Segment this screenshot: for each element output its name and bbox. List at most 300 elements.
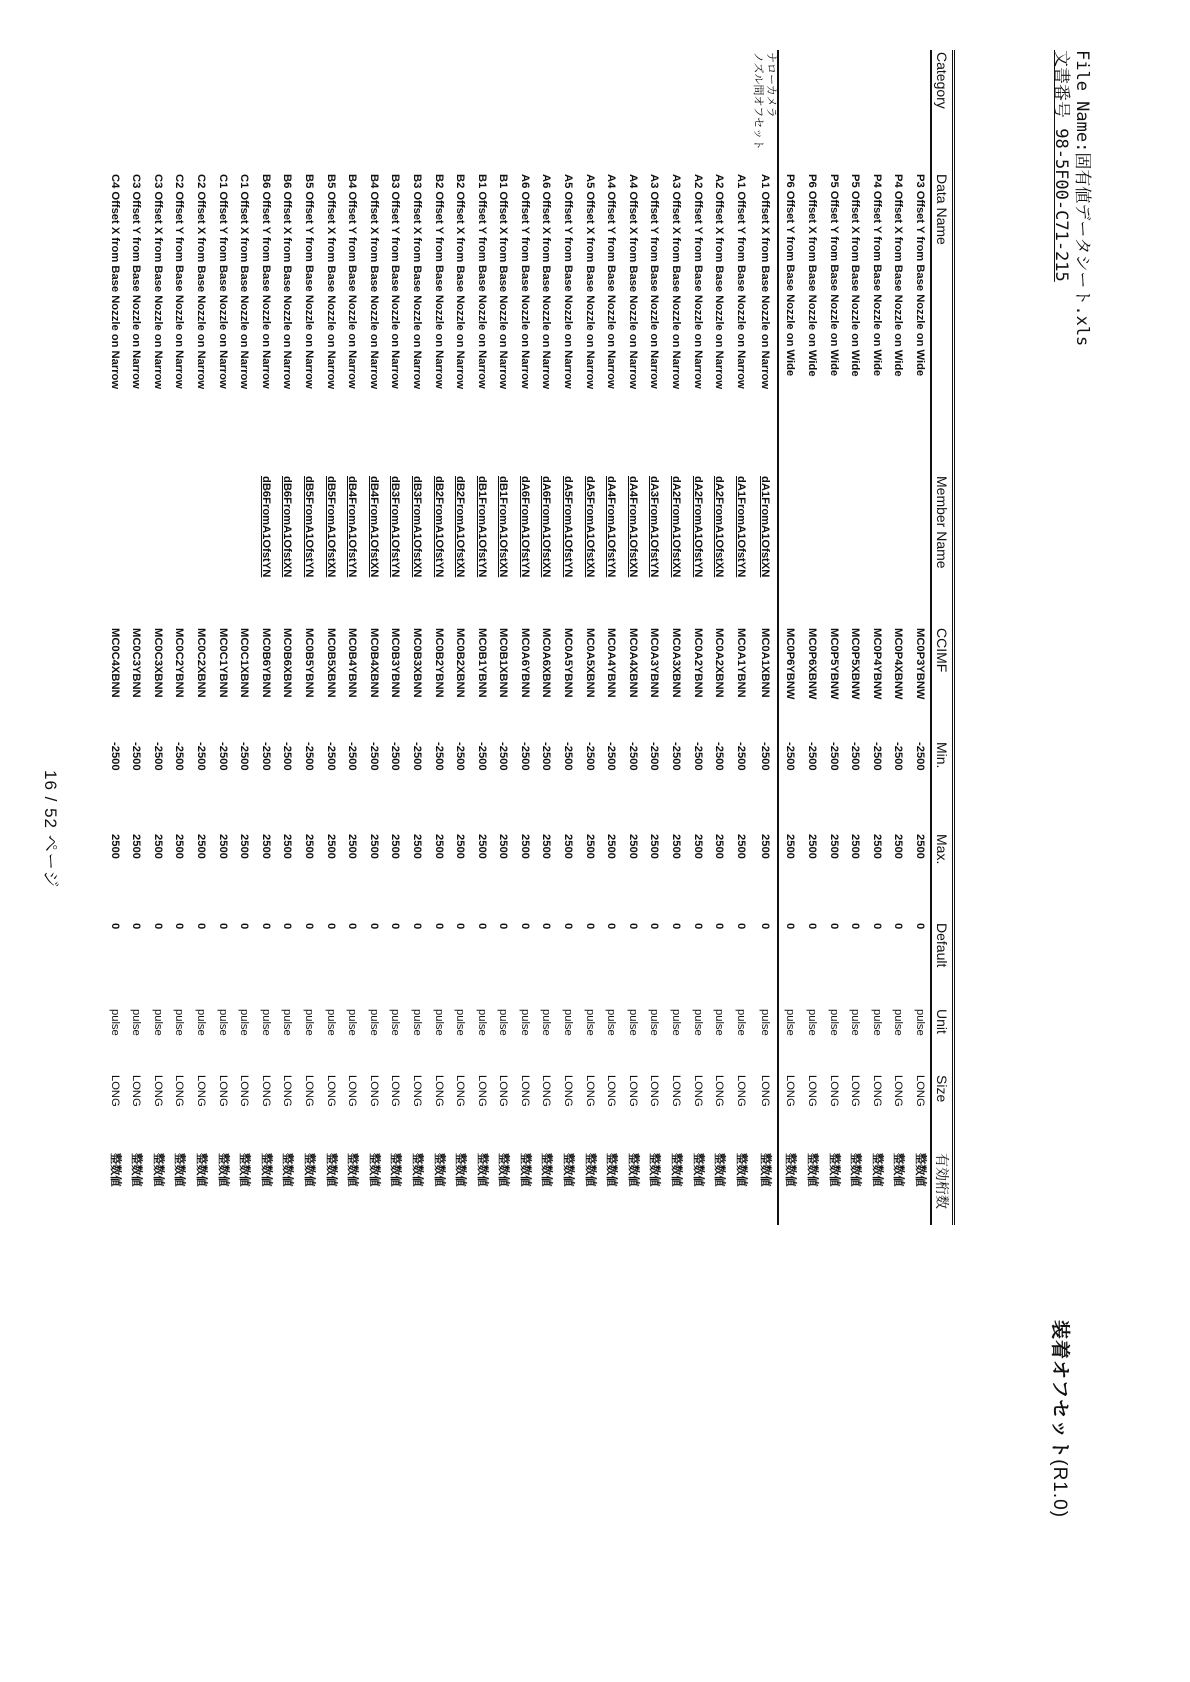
category-cell [908, 50, 931, 172]
category-cell [103, 50, 125, 172]
member-name-cell: dB4FromA1OfstYN [346, 476, 359, 578]
min-cell: -2500 [454, 742, 467, 771]
category-cell [578, 50, 600, 172]
ccimf-cell: MC0A1YBNN [734, 628, 747, 698]
size-cell: LONG [389, 1075, 402, 1107]
effective-digits-cell: 整数値 [870, 1153, 883, 1187]
table-row [535, 50, 557, 1225]
ccimf-cell: MC0C3XBNN [151, 628, 164, 698]
table-row [887, 50, 909, 1225]
min-cell: -2500 [259, 742, 272, 771]
rotated-sheet [10, 30, 1110, 1630]
member-name-cell: dA2FromA1OfstYN [691, 476, 704, 578]
size-cell: LONG [562, 1075, 575, 1107]
member-name-cell [778, 474, 801, 626]
member-name-cell [887, 474, 909, 626]
category-cell [557, 50, 579, 172]
effective-digits-cell: 整数値 [583, 1153, 596, 1187]
max-cell: 2500 [259, 834, 272, 859]
doc-number-line: 文書番号 98-5F00-C71-215 [1051, 50, 1071, 282]
effective-digits-cell: 整数値 [562, 1153, 575, 1187]
category-cell [844, 50, 866, 172]
max-cell: 2500 [281, 834, 294, 859]
min-cell: -2500 [173, 742, 186, 771]
effective-digits-cell: 整数値 [626, 1153, 639, 1187]
default-cell: 0 [216, 923, 229, 930]
table-row [578, 50, 600, 1225]
data-name-cell: B5 Offset Y from Base Nozzle on Narrow [302, 174, 315, 389]
max-cell: 2500 [518, 834, 531, 859]
max-cell: 2500 [108, 834, 121, 859]
max-cell: 2500 [410, 834, 423, 859]
ccimf-cell: MC0A1XBNN [751, 626, 778, 740]
data-name-cell: B4 Offset Y from Base Nozzle on Narrow [346, 174, 359, 389]
data-name-cell: A6 Offset Y from Base Nozzle on Narrow [518, 174, 531, 389]
unit-cell: pulse [195, 1009, 207, 1036]
member-name-cell: dA4FromA1OfstXN [626, 476, 639, 578]
effective-digits-cell: 整数値 [367, 1153, 380, 1187]
member-name-cell: dB6FromA1OfstYN [259, 476, 272, 578]
max-cell: 2500 [670, 834, 683, 859]
col-header-min: Min. [931, 740, 954, 832]
member-name-cell: dA3FromA1OfstYN [648, 476, 661, 578]
data-name-cell: B3 Offset Y from Base Nozzle on Narrow [389, 174, 402, 389]
max-cell: 2500 [751, 832, 778, 921]
category-cell [729, 50, 751, 172]
default-cell: 0 [238, 923, 251, 930]
category-cell [297, 50, 319, 172]
category-cell [211, 50, 233, 172]
unit-cell: pulse [367, 1009, 380, 1036]
max-cell: 2500 [605, 834, 618, 859]
max-cell: 2500 [648, 834, 661, 859]
file-header [1050, 50, 1092, 346]
unit-cell: pulse [475, 1009, 488, 1036]
data-name-cell: C2 Offset X from Base Nozzle on Narrow [195, 174, 207, 390]
unit-cell: pulse [389, 1009, 402, 1036]
member-name-cell: dB6FromA1OfstXN [281, 476, 294, 578]
ccimf-cell: MC0B2YBNN [432, 628, 445, 698]
size-cell: LONG [346, 1075, 359, 1107]
max-cell: 2500 [173, 834, 186, 859]
effective-digits-cell: 整数値 [173, 1153, 186, 1187]
data-name-cell: C3 Offset Y from Base Nozzle on Narrow [130, 174, 143, 389]
default-cell: 0 [870, 923, 883, 930]
min-cell: -2500 [432, 742, 445, 771]
category-cell [822, 50, 844, 172]
unit-cell: pulse [324, 1009, 337, 1036]
data-name-cell: C2 Offset Y from Base Nozzle on Narrow [173, 174, 186, 389]
effective-digits-cell: 整数値 [605, 1153, 618, 1187]
size-cell: LONG [151, 1075, 164, 1107]
size-cell: LONG [454, 1075, 467, 1107]
category-cell [405, 50, 427, 172]
default-cell: 0 [259, 923, 272, 930]
ccimf-cell: MC0C1YBNN [216, 628, 229, 698]
ccimf-cell: MC0P6YBNW [784, 628, 797, 700]
col-header-effective-digits: 有効桁数 [931, 1151, 954, 1225]
col-header-member-name: Member Name [931, 474, 954, 626]
effective-digits-cell: 整数値 [784, 1153, 797, 1187]
default-cell: 0 [454, 923, 467, 930]
default-cell: 0 [540, 923, 553, 930]
max-cell: 2500 [540, 834, 553, 859]
default-cell: 0 [734, 923, 747, 930]
size-cell: LONG [216, 1075, 229, 1107]
ccimf-cell: MC0C1XBNN [238, 628, 251, 698]
ccimf-cell: MC0A2YBNN [691, 628, 704, 698]
member-name-cell [844, 474, 866, 626]
ccimf-cell: MC0A4YBNN [605, 628, 618, 698]
category-cell [276, 50, 298, 172]
member-name-cell: dA6FromA1OfstYN [518, 476, 531, 578]
category-cell [535, 50, 557, 172]
table-row [233, 50, 255, 1225]
data-name-cell: B1 Offset Y from Base Nozzle on Narrow [475, 174, 488, 389]
default-cell: 0 [518, 923, 531, 930]
size-cell: LONG [849, 1075, 862, 1107]
unit-cell: pulse [734, 1009, 747, 1036]
default-cell: 0 [626, 923, 639, 930]
unit-cell: pulse [751, 1007, 778, 1073]
default-cell: 0 [648, 923, 661, 930]
ccimf-cell: MC0B3YBNN [389, 628, 402, 698]
member-name-cell [168, 474, 190, 626]
table-body [103, 50, 953, 1225]
table-row [449, 50, 471, 1225]
table-row [427, 50, 449, 1225]
table-row [822, 50, 844, 1225]
data-name-cell: A3 Offset X from Base Nozzle on Narrow [670, 174, 683, 390]
min-cell: -2500 [870, 742, 883, 771]
max-cell: 2500 [216, 834, 229, 859]
size-cell: LONG [281, 1075, 294, 1107]
table-row [189, 50, 211, 1225]
category-cell [800, 50, 822, 172]
max-cell: 2500 [849, 834, 862, 859]
min-cell: -2500 [324, 742, 337, 771]
unit-cell: pulse [281, 1009, 294, 1036]
category-cell [254, 50, 276, 172]
size-cell: LONG [540, 1075, 553, 1107]
member-name-cell [103, 474, 125, 626]
table-row [751, 50, 778, 1225]
min-cell: -2500 [475, 742, 488, 771]
unit-cell: pulse [259, 1009, 272, 1036]
section-title [1048, 1320, 1075, 1518]
table-row [211, 50, 233, 1225]
size-cell: LONG [302, 1075, 315, 1107]
effective-digits-cell: 整数値 [497, 1153, 510, 1187]
table-row [492, 50, 514, 1225]
member-name-cell [189, 474, 211, 626]
data-name-cell: A5 Offset X from Base Nozzle on Narrow [583, 174, 596, 390]
effective-digits-cell: 整数値 [670, 1153, 683, 1187]
default-cell: 0 [281, 923, 294, 930]
data-name-cell: B1 Offset X from Base Nozzle on Narrow [497, 174, 510, 390]
member-name-cell: dB2FromA1OfstXN [454, 476, 467, 578]
effective-digits-cell: 整数値 [806, 1153, 819, 1187]
category-cell [341, 50, 363, 172]
effective-digits-cell: 整数値 [518, 1153, 531, 1187]
table-row [297, 50, 319, 1225]
member-name-cell: dA2FromA1OfstXN [670, 476, 683, 578]
member-name-cell: dB4FromA1OfstXN [367, 476, 380, 578]
default-cell: 0 [151, 923, 164, 930]
unit-cell: pulse [870, 1009, 883, 1036]
unit-cell: pulse [432, 1009, 445, 1036]
ccimf-cell: MC0B1XBNN [497, 628, 510, 698]
max-cell: 2500 [892, 834, 905, 859]
member-name-cell: dB5FromA1OfstXN [324, 476, 337, 578]
size-cell: LONG [583, 1075, 596, 1107]
ccimf-cell: MC0B3XBNN [410, 628, 423, 698]
max-cell: 2500 [389, 834, 402, 859]
max-cell: 2500 [475, 834, 488, 859]
category-cell [686, 50, 708, 172]
data-name-cell: B6 Offset X from Base Nozzle on Narrow [281, 174, 294, 390]
section-title-text: 装着オフセット [1049, 1320, 1070, 1460]
table-row [844, 50, 866, 1225]
max-cell: 2500 [691, 834, 704, 859]
unit-cell: pulse [713, 1009, 726, 1036]
ccimf-cell: MC0B6XBNN [281, 628, 294, 698]
data-name-cell: B2 Offset X from Base Nozzle on Narrow [454, 174, 467, 390]
min-cell: -2500 [497, 742, 510, 771]
table-row [319, 50, 341, 1225]
size-cell: LONG [324, 1075, 337, 1107]
default-cell: 0 [784, 923, 797, 930]
data-name-cell: P4 Offset Y from Base Nozzle on Wide [870, 174, 883, 377]
max-cell: 2500 [238, 834, 251, 859]
category-narrow-camera: ナローカメラ [764, 52, 777, 118]
ccimf-cell: MC0B6YBNN [259, 628, 272, 698]
ccimf-cell: MC0P4XBNW [892, 628, 905, 700]
min-cell: -2500 [367, 742, 380, 771]
default-cell: 0 [605, 923, 618, 930]
table-row [341, 50, 363, 1225]
table-row [621, 50, 643, 1225]
size-cell: LONG [691, 1075, 704, 1107]
category-cell [125, 50, 147, 172]
table-header-row [931, 50, 954, 1225]
effective-digits-cell: 整数値 [346, 1153, 359, 1187]
unit-cell: pulse [648, 1009, 661, 1036]
member-name-cell [800, 474, 822, 626]
table-row [557, 50, 579, 1225]
unit-cell: pulse [108, 1009, 121, 1036]
default-cell: 0 [324, 923, 337, 930]
effective-digits-cell: 整数値 [540, 1153, 553, 1187]
data-name-cell: P5 Offset X from Base Nozzle on Wide [849, 174, 862, 377]
max-cell: 2500 [583, 834, 596, 859]
category-cell [492, 50, 514, 172]
effective-digits-cell: 整数値 [302, 1153, 315, 1187]
ccimf-cell: MC0A6XBNN [540, 628, 553, 698]
ccimf-cell: MC0B1YBNN [475, 628, 488, 698]
max-cell: 2500 [151, 834, 164, 859]
unit-cell: pulse [670, 1009, 683, 1036]
table-row [405, 50, 427, 1225]
effective-digits-cell: 整数値 [827, 1153, 840, 1187]
unit-cell: pulse [497, 1009, 510, 1036]
data-name-cell: P3 Offset Y from Base Nozzle on Wide [914, 174, 926, 377]
data-name-cell: A2 Offset X from Base Nozzle on Narrow [713, 174, 726, 390]
unit-cell: pulse [605, 1009, 618, 1036]
default-cell: 0 [751, 921, 778, 1007]
member-name-cell [908, 474, 931, 626]
effective-digits-cell: 整数値 [849, 1153, 862, 1187]
ccimf-cell: MC0B5XBNN [324, 628, 337, 698]
unit-cell: pulse [784, 1009, 797, 1036]
default-cell: 0 [713, 923, 726, 930]
default-cell: 0 [432, 923, 445, 930]
ccimf-cell: MC0A4XBNN [626, 628, 639, 698]
ccimf-cell: MC0B5YBNN [302, 628, 315, 698]
member-name-cell [211, 474, 233, 626]
data-name-cell: P4 Offset X from Base Nozzle on Wide [892, 174, 905, 377]
default-cell: 0 [173, 923, 186, 930]
size-cell: LONG [806, 1075, 819, 1107]
member-name-cell: dA6FromA1OfstXN [540, 476, 553, 578]
size-cell: LONG [713, 1075, 726, 1107]
size-cell: LONG [259, 1075, 272, 1107]
min-cell: -2500 [130, 742, 143, 771]
unit-cell: pulse [518, 1009, 531, 1036]
min-cell: -2500 [734, 742, 747, 771]
member-name-cell: dA1FromA1OfstYN [734, 476, 747, 578]
member-name-cell: dA5FromA1OfstYN [562, 476, 575, 578]
data-name-cell: C3 Offset X from Base Nozzle on Narrow [151, 174, 164, 390]
table-row [125, 50, 147, 1225]
min-cell: -2500 [151, 742, 164, 771]
default-cell: 0 [691, 923, 704, 930]
data-name-cell: A3 Offset Y from Base Nozzle on Narrow [648, 174, 661, 389]
ccimf-cell: MC0B4XBNN [367, 628, 380, 698]
data-name-cell: A1 Offset X from Base Nozzle on Narrow [751, 172, 778, 474]
member-name-cell: dB5FromA1OfstYN [302, 476, 315, 578]
effective-digits-cell: 整数値 [410, 1153, 423, 1187]
category-cell [865, 50, 887, 172]
table-row [276, 50, 298, 1225]
min-cell: -2500 [784, 742, 797, 771]
max-cell: 2500 [302, 834, 315, 859]
min-cell: -2500 [389, 742, 402, 771]
max-cell: 2500 [734, 834, 747, 859]
min-cell: -2500 [914, 742, 926, 771]
ccimf-cell: MC0A5YBNN [562, 628, 575, 698]
min-cell: -2500 [346, 742, 359, 771]
unit-cell: pulse [914, 1009, 926, 1036]
size-cell: LONG [367, 1075, 380, 1107]
max-cell: 2500 [454, 834, 467, 859]
member-name-cell: dA2FromA1OfstXN [713, 476, 726, 578]
max-cell: 2500 [562, 834, 575, 859]
size-cell: LONG [734, 1075, 747, 1107]
table-row [254, 50, 276, 1225]
ccimf-cell: MC0P5XBNW [849, 628, 862, 700]
max-cell: 2500 [870, 834, 883, 859]
file-name-line: File Name:固有値データシート.xls [1072, 50, 1092, 347]
max-cell: 2500 [346, 834, 359, 859]
category-cell [362, 50, 384, 172]
min-cell: -2500 [583, 742, 596, 771]
default-cell: 0 [497, 923, 510, 930]
data-name-cell: A1 Offset Y from Base Nozzle on Narrow [734, 174, 747, 389]
default-cell: 0 [346, 923, 359, 930]
min-cell: -2500 [562, 742, 575, 771]
col-header-unit: Unit [931, 1007, 954, 1073]
max-cell: 2500 [130, 834, 143, 859]
ccimf-cell: MC0P3YBNW [914, 628, 926, 700]
unit-cell: pulse [583, 1009, 596, 1036]
max-cell: 2500 [367, 834, 380, 859]
member-name-cell [233, 474, 255, 626]
effective-digits-cell: 整数値 [238, 1153, 251, 1187]
size-cell: LONG [410, 1075, 423, 1107]
ccimf-cell: MC0C2XBNN [195, 628, 207, 698]
max-cell: 2500 [827, 834, 840, 859]
data-name-cell: C1 Offset X from Base Nozzle on Narrow [238, 174, 251, 390]
parameter-table [103, 50, 955, 1225]
table-row [865, 50, 887, 1225]
category-cell [751, 50, 778, 172]
category-cell [233, 50, 255, 172]
min-cell: -2500 [195, 742, 207, 771]
member-name-cell: dA4FromA1OfstYN [605, 476, 618, 578]
max-cell: 2500 [195, 834, 207, 859]
min-cell: -2500 [713, 742, 726, 771]
unit-cell: pulse [562, 1009, 575, 1036]
data-name-cell: A6 Offset X from Base Nozzle on Narrow [540, 174, 553, 390]
ccimf-cell: MC0A2XBNN [713, 628, 726, 698]
size-cell: LONG [173, 1075, 186, 1107]
size-cell: LONG [870, 1075, 883, 1107]
category-cell [319, 50, 341, 172]
unit-cell: pulse [849, 1009, 862, 1036]
member-name-cell: dB1FromA1OfstXN [497, 476, 510, 578]
effective-digits-cell: 整数値 [751, 1151, 778, 1225]
table-row [362, 50, 384, 1225]
effective-digits-cell: 整数値 [324, 1153, 337, 1187]
member-name-cell: dB2FromA1OfstYN [432, 476, 445, 578]
col-header-max: Max. [931, 832, 954, 921]
data-name-cell: A5 Offset Y from Base Nozzle on Narrow [562, 174, 575, 389]
member-name-cell [822, 474, 844, 626]
min-cell: -2500 [302, 742, 315, 771]
category-cell [513, 50, 535, 172]
unit-cell: pulse [302, 1009, 315, 1036]
default-cell: 0 [849, 923, 862, 930]
effective-digits-cell: 整数値 [734, 1153, 747, 1187]
unit-cell: pulse [626, 1009, 639, 1036]
default-cell: 0 [562, 923, 575, 930]
category-cell [168, 50, 190, 172]
data-name-cell: A4 Offset Y from Base Nozzle on Narrow [605, 174, 618, 389]
category-cell [146, 50, 168, 172]
ccimf-cell: MC0A3YBNN [648, 628, 661, 698]
min-cell: -2500 [410, 742, 423, 771]
category-cell [643, 50, 665, 172]
default-cell: 0 [892, 923, 905, 930]
member-name-cell [146, 474, 168, 626]
table-row [664, 50, 686, 1225]
min-cell: -2500 [518, 742, 531, 771]
unit-cell: pulse [216, 1009, 229, 1036]
size-cell: LONG [518, 1075, 531, 1107]
max-cell: 2500 [784, 834, 797, 859]
col-header-data-name: Data Name [931, 172, 954, 474]
